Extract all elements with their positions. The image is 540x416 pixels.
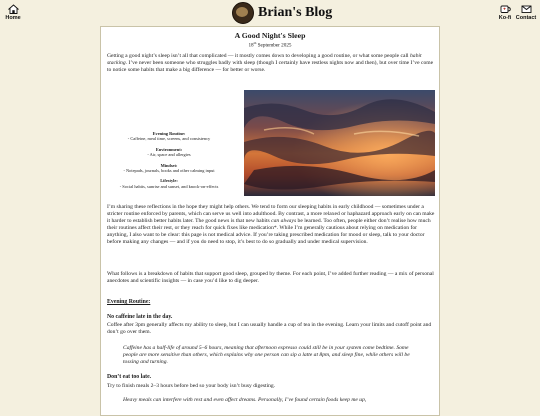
kofi-button[interactable]	[496, 4, 514, 21]
site-logo	[232, 2, 254, 24]
context-paragraph: I’m sharing these reflections in the hope they might help others. We tend to form our sleeping habits in early childhood — sometimes under a stricter routine enforced by parents, which can serve us well into adulthood. By contrast, a more relaxed or haphazard approach early on can make it harder to establish better habits later. The good news is that new habits can always be learned. Too often, people either don’t realise how much their routines affect their rest, or they reach for quick fixes like medication*. While I’m generally cautious about relying on medication for anything, I also want to be clear: this page is not medical advice. If you’re taking prescribed medication for mood or sleep, talk to your doctor before making any changes — and if you do need to stop, it’s best to do so gradually and under medical supervision.	[107, 204, 435, 246]
coffee-cup-icon	[500, 4, 511, 14]
habit-note-caffeine: Caffeine has a half-life of around 5–6 hours, meaning that afternoon espresso could still be in your system come bedtime. Some people are more sensitive than others, which explains why one person can sip a latte at 8pm, and sleep fine, while others will be tossing and turning.	[123, 345, 410, 366]
overview-paragraph: What follows is a breakdown of habits that support good sleep, grouped by theme. For each point, I’ve added further reading — a mix of personal anecdotes and scientific insights — in case you’d like to dig deeper.	[107, 271, 434, 285]
kofi-label: Ko-fi	[498, 15, 512, 21]
contact-label: Contact	[515, 15, 537, 21]
site-title: Brian's Blog	[258, 5, 333, 20]
topic-text: - Social habits, sunrise and sunset, and knock-on-effects	[119, 183, 219, 189]
topic-heading: Lifestyle:	[160, 178, 178, 184]
habit-heading-meals: Don’t eat too late.	[107, 374, 152, 380]
topics-summary	[107, 131, 231, 194]
sunset-sky-photo	[244, 90, 435, 196]
topic-group	[107, 178, 231, 189]
habit-heading-caffeine: No caffeine late in the day.	[107, 314, 173, 320]
article-date: 18th September 2025	[248, 41, 292, 49]
article-title: A Good Night's Sleep	[234, 31, 306, 40]
contact-button[interactable]	[515, 4, 537, 21]
topic-text: - Notepads, journals, books and other calming input	[123, 168, 215, 174]
topic-text: - Caffeine, meal time, screens, and consistency	[127, 136, 211, 142]
intro-paragraph: Getting a good night’s sleep isn’t all that complicated — it mostly comes down to developing a good routine, or what some people call habit stacking. I’ve never been someone who struggles badly with sleep (though I certainly have restless nights now and then), but over time I’ve come to notice some habits that make a big difference — for better or worse.	[107, 53, 434, 74]
topic-group	[107, 163, 231, 174]
habit-stacking-emphasis: habit stacking	[107, 53, 422, 67]
section-heading-evening-routine: Evening Routine:	[107, 299, 151, 305]
habit-text-caffeine: Coffee after 3pm generally affects my ability to sleep, but I can usually handle a cup of tea in the evening. Learn your limits and cutoff point and don’t go over them.	[107, 322, 432, 336]
home-label: Home	[5, 15, 21, 21]
home-button[interactable]	[4, 4, 22, 21]
top-navigation-bar	[0, 0, 540, 26]
mail-icon	[521, 4, 532, 14]
topic-text: - Air, space and allergies	[147, 152, 191, 158]
topic-heading: Mindset:	[160, 162, 178, 168]
article-card	[100, 26, 440, 416]
topic-group	[107, 131, 231, 142]
habit-note-meals: Heavy meals can interfere with rest and even affect dreams. Personally, I’ve found certain foods keep me up,	[123, 397, 367, 403]
can-always-emphasis: can always	[271, 218, 297, 225]
site-brand[interactable]	[232, 2, 332, 24]
topic-heading: Environment:	[155, 146, 183, 152]
topic-heading: Evening Routine:	[152, 131, 186, 136]
topic-group	[107, 147, 231, 158]
habit-text-meals: Try to finish meals 2–3 hours before bed so your body isn’t busy digesting.	[107, 383, 276, 389]
home-icon	[8, 4, 19, 14]
